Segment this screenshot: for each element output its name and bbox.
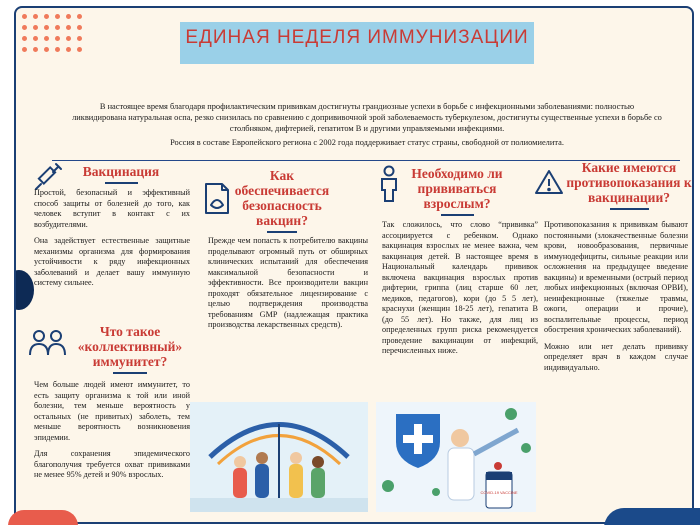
- page-title: ЕДИНАЯ НЕДЕЛЯ ИММУНИЗАЦИИ: [185, 27, 529, 48]
- vaccination-paragraph-1: Простой, безопасный и эффективный способ защиты от болезней до того, как человек вступит в контакт с их возбудителями.: [34, 188, 190, 229]
- shield-document-icon: [202, 181, 232, 217]
- decorative-dot: [55, 14, 60, 19]
- title-banner: [180, 22, 534, 64]
- intro-text: [72, 101, 662, 148]
- collective-paragraph-1: Чем больше людей имеют иммунитет, то есть защиту организма к той или иной болезни, тем меньше вероятность у остальных (не привитых) заболеть, тем меньше вероятность возникновения эпидемии.: [34, 380, 190, 442]
- contraindications-paragraph-2: Можно или нет делать прививку определяет врач в каждом случае индивидуально.: [544, 341, 688, 372]
- decorative-dot: [44, 25, 49, 30]
- decorative-dot: [22, 47, 27, 52]
- vaccination-text: [34, 188, 190, 295]
- decorative-dot: [66, 47, 71, 52]
- decorative-dot: [22, 25, 27, 30]
- vaccination-paragraph-2: Она задействует естественные защитные механизмы организма для формирования устойчивости к ряду инфекционных заболеваний и делает вашу иммунную систему сильнее.: [34, 236, 190, 287]
- poster-frame: [14, 6, 694, 524]
- contraindications-paragraph-1: Противопоказания к прививкам бывают постоянными (злокачественные болезни крови, новообразования, первичные иммунодефициты, сильные реакции или осложнения на предыдущее введение вакцины) и временными (острый период любых инфекционных (включая ОРВИ), неинфекционные (тяжелые травмы, ожоги, операции и прочие), воспалительные процессы, период обострения хронических заболеваний).: [544, 220, 688, 334]
- decorative-dot: [44, 14, 49, 19]
- decorative-dot: [44, 47, 49, 52]
- decorative-dot: [77, 14, 82, 19]
- decorative-dot: [33, 47, 38, 52]
- intro-paragraph: В настоящее время благодаря профилактическим прививкам достигнуты грандиозные успехи в борьбе с инфекционными заболеваниями: полностью ликвидирована натуральная оспа, резко снизилась по сравнению с допрививочной эрой заболеваемость туберкулезом, достигнуты существенные успехи в борьбе со столбняком, дифтерией, гепатитом В и другими управляемыми инфекциями.: [72, 102, 662, 133]
- decorative-dot: [66, 25, 71, 30]
- adults-heading: Необходимо ли прививаться взрослым?: [402, 166, 512, 216]
- warning-icon: [534, 168, 564, 196]
- decorative-corner-right: [604, 508, 700, 525]
- decorative-dot: [77, 25, 82, 30]
- group-people-icon: [28, 328, 68, 358]
- decorative-dot: [33, 14, 38, 19]
- contraindications-heading: Какие имеются противопоказания к вакцинации?: [564, 160, 694, 210]
- vial-label: COVID-19 VACCINE: [480, 490, 518, 495]
- collective-heading: Что такое «коллективный» иммунитет?: [72, 324, 188, 374]
- collective-text: [34, 380, 190, 487]
- vaccination-heading: Вакцинация: [66, 164, 176, 184]
- contraindications-text: [544, 220, 688, 379]
- doctor-vaccine-illustration: [376, 402, 536, 512]
- decorative-dot: [77, 36, 82, 41]
- adults-paragraph: Так сложилось, что слово “прививка” ассоциируется с ребенком. Однако вакцинация взрослых не менее важна, чем вакцинация детей. В настоящее время в Национальный календарь прививок включена вакцинация взрослых против дифтерии, гриппа (лиц старше 60 лет, медиков, педагогов), кори (до 5 5 лет), краснухи (женщин 18-25 лет), гепатита В (до 55 лет). Но также, для лиц из определенных групп риска рекомендуется проведение вакцинации от инфекций, перечисленных ниже.: [382, 220, 538, 355]
- decorative-dot: [44, 36, 49, 41]
- decorative-dot: [66, 14, 71, 19]
- decorative-dot: [22, 14, 27, 19]
- intro-paragraph-2: Россия в составе Европейского региона с 2002 года поддерживает статус страны, свободной от полиомиелита.: [170, 138, 564, 147]
- decorative-dot: [77, 47, 82, 52]
- safety-paragraph: Прежде чем попасть к потребителю вакцины проделывают огромный путь от обширных клинических испытаний для обеспечения максимальной безопасности и эффективности. Все производители вакцин проходят обязательное лицензирование с целью подтверждения производства требованиям GMP (надлежащая практика производства лекарственных средств).: [208, 236, 368, 329]
- decorative-corner-left: [8, 510, 78, 525]
- safety-text: [208, 236, 368, 337]
- decorative-dot: [55, 36, 60, 41]
- decorative-dot: [66, 36, 71, 41]
- umbrella-group-illustration: [190, 402, 368, 512]
- decorative-dot: [33, 36, 38, 41]
- decorative-dot: [22, 36, 27, 41]
- safety-heading: Как обеспечивается безопасность вакцин?: [232, 168, 332, 233]
- adult-person-icon: [378, 165, 400, 203]
- decorative-blob: [14, 270, 34, 310]
- decorative-dots: [16, 8, 91, 60]
- decorative-dot: [55, 25, 60, 30]
- decorative-dot: [33, 25, 38, 30]
- decorative-dot: [55, 47, 60, 52]
- adults-text: [382, 220, 538, 363]
- collective-paragraph-2: Для сохранения эпидемического благополучия требуется охват прививками не менее 95% детей и 90% взрослых.: [34, 449, 190, 479]
